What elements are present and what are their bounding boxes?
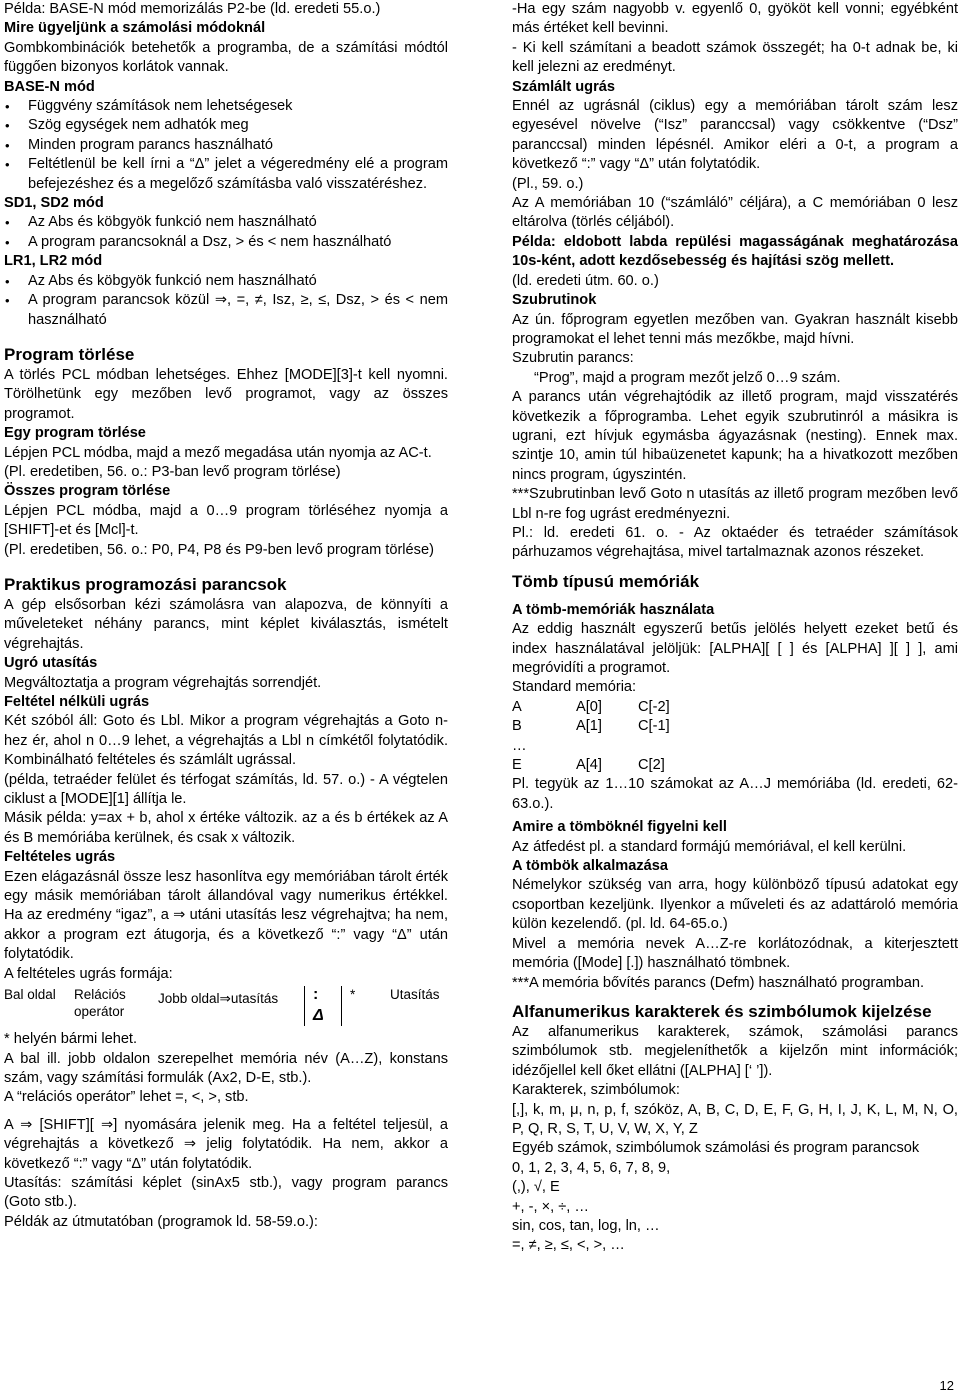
paragraph: Pl. tegyük az 1…10 számokat az A…J memóriába (ld. eredeti, 62-63.o.). [512, 776, 958, 812]
memory-cell: E [512, 757, 522, 774]
paragraph: Ezen elágazásnál össze lesz hasonlítva egy memóriában tárolt érték egy másik memóriában tárolt állandóval vagy numerikus értékkel. Ha az eredmény “igaz”, a ⇒ utáni utasítás lesz végrehajtva; ha nem, akkor a program ezt átugorja, és a következő “:” vagy “Δ” után folytatódik. [4, 868, 448, 963]
subheading: Egy program törlése [4, 425, 146, 442]
left-column [4, 0, 448, 1232]
paragraph: Mivel a memória nevek A…Z-re korlátozódnak, a kiterjesztett memória ([Mode] [.]) használható tömbnek. [512, 935, 958, 972]
memory-row [512, 717, 670, 736]
paragraph: A törlés PCL módban lehetséges. Ehhez [MODE][3]-t kell nyomni. Törölhetünk egy mezőben levő programot, vagy az összes programot. [4, 366, 448, 422]
bullet-item: • A program parancsok közül ⇒, =, ≠, Isz, ≥, ≤, Dsz, > és < nem használható [28, 291, 448, 330]
paragraph: Két szóból áll: Goto és Lbl. Mikor a program végrehajtás a Goto n-hez ér, ahol n 0…9 lehet, a végrehajtás a Lbl n címkétől folytatódik. Kombinálható feltételes és számlált ugrással. [4, 713, 448, 769]
memory-cell [638, 737, 670, 756]
bullet-list [4, 97, 448, 194]
section-heading: Alfanumerikus karakterek és szimbólumok kijelzése [512, 1001, 932, 1021]
paragraph: Gombkombinációk betehetők a programba, de a számítási módtól függően bizonyos korlátok vannak. [4, 39, 448, 76]
subheading: Mire ügyeljünk a számolási módoknál [4, 20, 266, 37]
form-rel-line1: Relációs [74, 987, 126, 1003]
bullet-item: • Függvény számítások nem lehetségesek [28, 97, 448, 116]
paragraph: A “relációs operátor” lehet =, <, >, stb. [4, 1089, 249, 1106]
paragraph: -Ha egy szám nagyobb v. egyenlő 0, gyököt kell vonni; egyébként más értéket kell bevinni. [512, 1, 958, 37]
spacer [512, 563, 958, 571]
form-star: * [350, 987, 356, 1003]
paragraph: A bal ill. jobb oldalon szerepelhet memória név (A…Z), konstans szám, vagy számítási formulák (Ax2, D-E, stb.). [4, 1050, 448, 1086]
subheading: BASE-N mód [4, 78, 95, 95]
form-delta: Δ [313, 1007, 324, 1025]
form-right-side: Jobb oldal⇒utasítás [158, 991, 279, 1007]
paragraph: ***Szubrutinban levő Goto n utasítás az illető program mezőben levő Lbl n-re fog ugrást eredményezni. [512, 486, 958, 522]
subheading: Példa: eldobott labda repülési magasságának meghatározása 10s-ként, adott kezdősebesség és hajítási szög mellett. [512, 233, 958, 270]
paragraph: Karakterek, szimbólumok: [512, 1082, 680, 1099]
subheading: Feltételes ugrás [4, 849, 116, 866]
paragraph: Lépjen PCL módba, majd a 0…9 program törléséhez nyomja a [SHIFT]-et és [Mcl]-t. [4, 502, 448, 539]
memory-cell [576, 737, 638, 756]
paragraph: Az A memóriában 10 (“számláló” céljára), a C memóriában 0 lesz eltárolva (törlés céljából). [512, 195, 958, 231]
paragraph: Példa: BASE-N mód memorizálás P2-be (ld. eredeti 55.o.) [4, 1, 381, 17]
subheading: A tömb-memóriák használata [512, 601, 715, 618]
spacer [4, 330, 448, 344]
memory-row [512, 698, 670, 717]
bullet-list [4, 213, 448, 252]
spacer [512, 593, 958, 601]
paragraph: Utasítás: számítási képlet (sinAx5 stb.), vagy program parancs (Goto stb.). [4, 1174, 448, 1211]
memory-cell: C[-2] [638, 698, 670, 715]
subheading: Összes program törlése [4, 483, 171, 500]
paragraph: Pl.: ld. eredeti 61. o. - Az oktaéder és tetraéder számítások párhuzamos végrehajtása, mivel tartalmaznak azonos részeket. [512, 524, 958, 561]
section-heading: Program törlése [4, 344, 135, 364]
form-colon: : [313, 986, 319, 1004]
memory-row [512, 756, 670, 775]
conditional-jump-form [4, 986, 448, 1026]
paragraph: [,], k, m, μ, n, p, f, szóköz, A, B, C, D, E, F, G, H, I, J, K, L, M, N, O, P, Q, R, S, T, U, V, W, X, Y, Z [512, 1101, 958, 1137]
paragraph: (ld. eredeti útm. 60. o.) [512, 272, 659, 289]
subheading: Számlált ugrás [512, 78, 616, 95]
paragraph: ***A memória bővítés parancs (Defm) használható programban. [512, 974, 925, 991]
paragraph: Szubrutin parancs: [512, 350, 634, 367]
paragraph: Az eddig használt egyszerű betűs jelölés helyett ezeket betű és index használatával jelöljük: [ALPHA][ [ ] és [ALPHA] ][ ] ], ami megróvidíti a programot. [512, 621, 958, 676]
memory-cell: C[2] [638, 757, 665, 774]
paragraph: Az alfanumerikus karakterek, számok, számolási parancs szimbólumok stb. megjeleníthetők a kijelzőn mint információk; idézőjellel kell őket ellátni ([ALPHA] [‘ ’]). [512, 1023, 958, 1079]
memory-cell: A[1] [576, 718, 602, 735]
paragraph: Egyéb számok, szimbólumok számolási és program parancsok [512, 1140, 920, 1157]
paragraph: Ennél az ugrásnál (ciklus) egy a memóriában tárolt szám lesz egyesével növelve (“Isz” paranccsal) vagy csökkentve (“Dsz” paranccsal) minden lépésnél. Amikor eléri a 0-t, a program a következő “:” vagy “Δ” után folytatódik. [512, 98, 958, 173]
memory-cell: C[-1] [638, 718, 670, 735]
paragraph: - Ki kell számítani a beadott számok összegét; ha 0-t adnak be, ki kell jelezni az eredményt. [512, 39, 958, 76]
paragraph: Másik példa: y=ax + b, ahol x értéke változik. az a és b értékek az A és B memóriába kerülnek, és csak x változik. [4, 810, 448, 846]
memory-cell: A[4] [576, 757, 602, 774]
bullet-item: • Szög egységek nem adhatók meg [28, 116, 448, 135]
form-statement: Utasítás [390, 987, 440, 1003]
paragraph: sin, cos, tan, log, ln, … [512, 1217, 660, 1234]
paragraph: * helyén bármi lehet. [4, 1031, 138, 1048]
paragraph: A parancs után végrehajtódik az illető program, majd visszatérés következik a főprogramba. Lehet egyik szubrutinról a másikra is ugrani, ezt hívjuk egymásba ágyazásnak (nesting). Ennek max. szintje 10, amin túl hibaüzenetet kapunk; ha a hivatkozott mezőben nincs program, úgyszintén. [512, 389, 958, 483]
memory-cell: A[0] [576, 698, 602, 715]
memory-cell: … [512, 737, 527, 754]
paragraph: A feltételes ugrás formája: [4, 965, 173, 982]
subheading: Feltétel nélküli ugrás [4, 694, 150, 710]
section-heading: Tömb típusú memóriák [512, 571, 700, 591]
paragraph: Példák az útmutatóban (programok ld. 58-59.o.): [4, 1213, 318, 1230]
form-relational-operator [74, 986, 158, 1020]
subheading: Ugró utasítás [4, 655, 98, 672]
form-left-side: Bal oldal [4, 987, 56, 1003]
divider [341, 986, 342, 1026]
memory-row [512, 737, 670, 756]
paragraph: (Pl. eredetiben, 56. o.: P0, P4, P8 és P9-ben levő program törlése) [4, 541, 434, 558]
bullet-item: • Az Abs és köbgyök funkció nem használható [28, 272, 448, 291]
indented-paragraph: “Prog”, majd a program mezőt jelző 0…9 szám. [534, 369, 841, 386]
memory-cell: B [512, 718, 522, 735]
subheading: Amire a tömböknél figyelni kell [512, 819, 727, 836]
paragraph: (példa, tetraéder felület és térfogat számítás, ld. 57. o.) - A végtelen ciklust a [MODE][1] állítja le. [4, 771, 448, 808]
page-number: 12 [939, 1378, 954, 1393]
form-separator [313, 986, 333, 1024]
subheading: LR1, LR2 mód [4, 253, 103, 270]
subheading: A tömbök alkalmazása [512, 858, 668, 875]
paragraph: 0, 1, 2, 3, 4, 5, 6, 7, 8, 9, [512, 1159, 671, 1176]
paragraph: (Pl. eredetiben, 56. o.: P3-ban levő program törlése) [4, 463, 341, 480]
paragraph: Lépjen PCL módba, majd a mező megadása után nyomja az AC-t. [4, 444, 432, 461]
paragraph: A gép elsősorban kézi számolásra van alapozva, de könnyíti a műveleteket néhány parancs, mint képlet kiválasztás, ismételt végrehajtás. [4, 596, 448, 652]
paragraph: (Pl., 59. o.) [512, 175, 584, 192]
paragraph: Némelykor szükség van arra, hogy különböző típusú adatokat egy csoportban kezeljünk. Ilyenkor a műveleti és az adattároló memória külön kezelendő. (pl. ld. 64-65.o.) [512, 877, 958, 933]
subheading: Szubrutinok [512, 292, 597, 309]
bullet-item: • Az Abs és köbgyök funkció nem használható [28, 213, 448, 232]
divider [304, 986, 305, 1026]
paragraph: Megváltoztatja a program végrehajtás sorrendjét. [4, 674, 322, 691]
bullet-item: • A program parancsoknál a Dsz, > és < nem használható [28, 233, 448, 252]
spacer [4, 560, 448, 574]
paragraph: (,), √, E [512, 1179, 560, 1196]
paragraph: Az ún. főprogram egyetlen mezőben van. Gyakran használt kisebb programokat el lehet tenni más mezőkbe, majd hívni. [512, 311, 958, 347]
spacer [4, 1108, 448, 1116]
bullet-item: • Feltétlenül be kell írni a “Δ” jelet a végeredmény elé a program befejezéshez és a megelőző számításba való visszatéréshez. [28, 155, 448, 194]
right-column [512, 0, 958, 1256]
spacer [512, 993, 958, 1001]
bullet-list [4, 272, 448, 330]
paragraph: Standard memória: [512, 679, 637, 696]
paragraph: Az átfedést pl. a standard formájú memóriával, el kell kerülni. [512, 838, 907, 855]
section-heading: Praktikus programozási parancsok [4, 574, 287, 594]
subheading: SD1, SD2 mód [4, 195, 104, 212]
paragraph: A ⇒ [SHIFT][ ⇒] nyomására jelenik meg. Ha a feltétel teljesül, a végrehajtás a következő ⇒ jelig folytatódik. Ha nem, akkor a következő “:” vagy “Δ” után folytatódik. [4, 1116, 448, 1172]
form-rel-line2: operátor [74, 1004, 125, 1020]
paragraph: +, -, ×, ÷, … [512, 1198, 589, 1215]
memory-cell: A [512, 698, 522, 715]
bullet-item: • Minden program parancs használható [28, 136, 448, 155]
paragraph: =, ≠, ≥, ≤, <, >, … [512, 1237, 625, 1254]
memory-table [512, 698, 670, 776]
